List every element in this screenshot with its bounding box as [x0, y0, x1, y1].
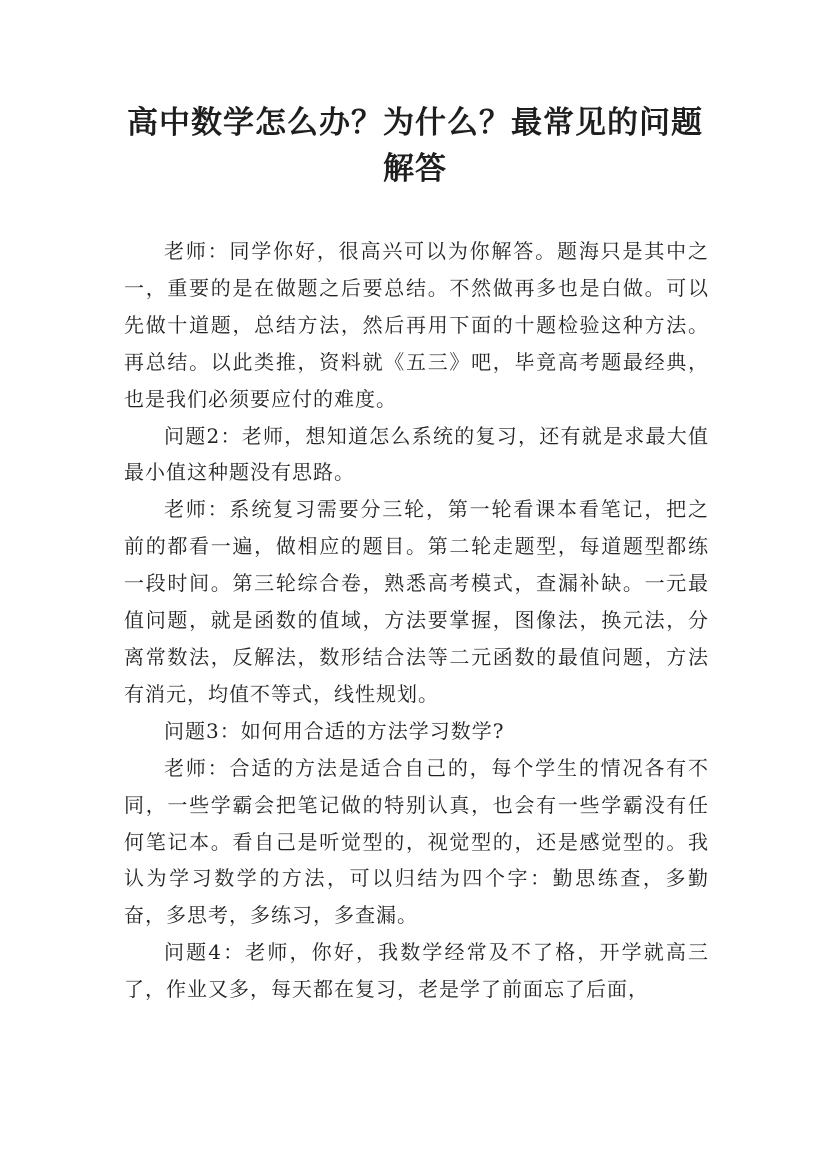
paragraph-answer-1: 老师：同学你好，很高兴可以为你解答。题海只是其中之一，重要的是在做题之后要总结。不然做再多也是白做。可以先做十道题，总结方法，然后再用下面的十题检验这种方法。再总结。以此类推，资料就《五三》吧，毕竟高考题最经典，也是我们必须要应付的难度。: [124, 239, 709, 411]
paragraph-question-4: 问题4：老师，你好，我数学经常及不了格，开学就高三了，作业又多，每天都在复习，老是学了前面忘了后面，: [124, 940, 709, 1002]
paragraph-answer-2: 老师：系统复习需要分三轮，第一轮看课本看笔记，把之前的都看一遍，做相应的题目。第二轮走题型，每道题型都练一段时间。第三轮综合卷，熟悉高考模式，查漏补缺。一元最值问题，就是函数的值域，方法要掌握，图像法，换元法，分离常数法，反解法，数形结合法等二元函数的最值问题，方法有消元，均值不等式，线性规划。: [124, 497, 709, 706]
paragraph-question-3: 问题3：如何用合适的方法学习数学?: [164, 718, 505, 743]
paragraph-answer-3: 老师：合适的方法是适合自己的，每个学生的情况各有不同，一些学霸会把笔记做的特别认真，也会有一些学霸没有任何笔记本。看自己是听觉型的，视觉型的，还是感觉型的。我认为学习数学的方法，可以归结为四个字：勤思练查，多勤奋，多思考，多练习，多查漏。: [124, 755, 709, 928]
document-body: [124, 233, 709, 1008]
paragraph-question-2: 问题2：老师，想知道怎么系统的复习，还有就是求最大值最小值这种题没有思路。: [124, 423, 709, 485]
document-title: 高中数学怎么办？为什么？最常见的问题解答: [127, 105, 703, 187]
